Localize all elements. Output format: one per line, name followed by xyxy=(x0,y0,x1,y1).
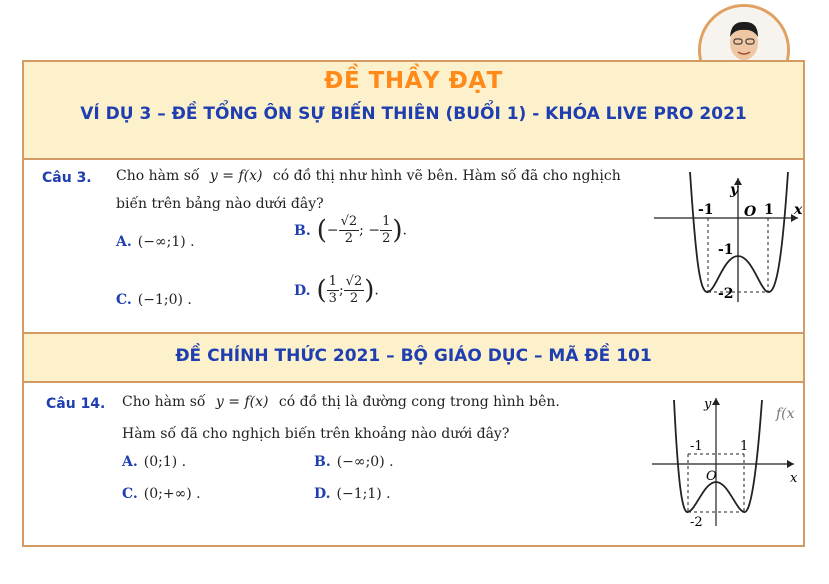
q1-graph xyxy=(648,172,804,306)
q2-option-d-text: (−1;1) . xyxy=(336,486,391,502)
q1-option-b-num2: 1 xyxy=(382,214,391,229)
q2-y-arrow xyxy=(712,398,720,405)
q1-option-d[interactable]: D. ( $\frac{1}{3}$ ; $\frac{√2}{2}$ ). xyxy=(294,274,379,306)
q1-option-d-num2: √2 xyxy=(345,274,363,289)
q2-handwriting: f(x xyxy=(776,406,795,422)
q2-line1-post: có đồ thị là đường cong trong hình bên. xyxy=(278,394,560,410)
q1-option-b-den2: 2 xyxy=(382,231,391,246)
q1-option-a-text: (−∞;1) . xyxy=(137,234,195,250)
q2-line1 xyxy=(122,394,560,410)
section2-band xyxy=(24,332,803,383)
header-band xyxy=(24,62,803,160)
q1-option-a[interactable] xyxy=(116,234,195,250)
q1-option-b-sign: − xyxy=(326,222,339,239)
q1-min1-label: -1 xyxy=(718,242,734,258)
q1-option-b-label: B. xyxy=(294,222,311,239)
exam-frame xyxy=(22,60,805,547)
q2-line1-pre: Cho hàm số xyxy=(122,394,206,410)
q2-option-a-text: (0;1) . xyxy=(143,454,187,470)
q1-neg1-label: -1 xyxy=(698,202,714,218)
q1-option-b[interactable]: B. (− $\frac{√2}{2}$ ; − $\frac{1}{2}$ ). xyxy=(294,214,407,246)
q2-function: y = f(x) xyxy=(215,394,269,410)
q2-pos1-label: 1 xyxy=(740,439,749,454)
q1-y-label: y xyxy=(730,182,739,198)
q2-option-b[interactable] xyxy=(314,454,394,470)
q1-line1-pre: Cho hàm số xyxy=(116,168,200,184)
q1-option-d-den2: 2 xyxy=(349,291,359,306)
q1-option-a-label: A. xyxy=(116,234,132,250)
q2-option-b-text: (−∞;0) . xyxy=(336,454,394,470)
q1-curve xyxy=(690,172,788,292)
q1-origin-label: O xyxy=(744,204,757,220)
page-subtitle: VÍ DỤ 3 – ĐỀ TỔNG ÔN SỰ BIẾN THIÊN (BUỔI 1) - KHÓA LIVE PRO 2021 xyxy=(80,104,747,124)
q2-x-arrow xyxy=(787,460,794,468)
q1-line1-post: có đồ thị như hình vẽ bên. Hàm số đã cho nghịch xyxy=(272,168,621,184)
q1-option-d-label: D. xyxy=(294,282,311,299)
q2-line2: Hàm số đã cho nghịch biến trên khoảng nào dưới đây? xyxy=(122,426,510,442)
q2-curve xyxy=(674,400,762,512)
q1-option-b-mid: ; − xyxy=(359,222,381,239)
q2-option-c[interactable] xyxy=(122,486,201,502)
q2-option-a-label: A. xyxy=(122,454,138,470)
q2-origin-label: O xyxy=(706,469,717,484)
q1-min2-label: -2 xyxy=(718,286,734,302)
q2-option-b-label: B. xyxy=(314,454,331,470)
q1-function: y = f(x) xyxy=(209,168,263,184)
q2-y-label: y xyxy=(704,397,712,412)
q2-option-d[interactable] xyxy=(314,486,391,502)
q2-neg1-label: -1 xyxy=(690,439,703,454)
q1-option-d-num1: 1 xyxy=(328,274,337,289)
section2-title: ĐỀ CHÍNH THỨC 2021 – BỘ GIÁO DỤC – MÃ ĐỀ 101 xyxy=(175,346,652,366)
q1-option-c-text: (−1;0) . xyxy=(137,292,192,308)
q1-line1 xyxy=(116,168,621,184)
q2-option-a[interactable] xyxy=(122,454,186,470)
q2-graph xyxy=(632,392,804,528)
q2-option-c-text: (0;+∞) . xyxy=(143,486,201,502)
q1-option-c[interactable] xyxy=(116,292,192,308)
q1-x-label: x xyxy=(794,202,803,218)
q2-min2-label: -2 xyxy=(690,515,703,528)
q2-x-label: x xyxy=(790,471,798,486)
q1-option-c-label: C. xyxy=(116,292,132,308)
q1-option-b-num1: √2 xyxy=(340,214,358,229)
q1-line2: biến trên bảng nào dưới đây? xyxy=(116,196,324,212)
q1-option-d-den1: 3 xyxy=(328,291,337,306)
q1-option-b-den1: 2 xyxy=(344,231,354,246)
q2-option-c-label: C. xyxy=(122,486,138,502)
q1-pos1-label: 1 xyxy=(764,202,774,218)
q2-option-d-label: D. xyxy=(314,486,331,502)
q2-number: Câu 14. xyxy=(46,396,106,412)
page-title: ĐỀ THẦY ĐẠT xyxy=(324,68,503,94)
q1-number: Câu 3. xyxy=(42,170,92,186)
